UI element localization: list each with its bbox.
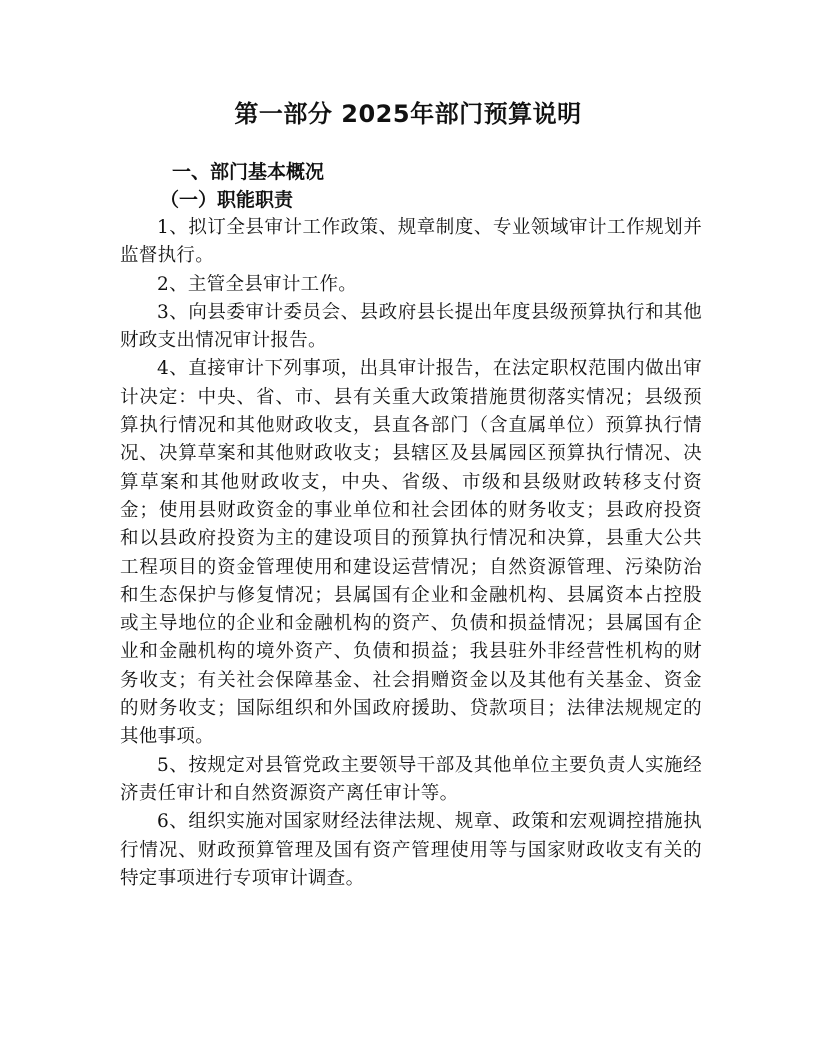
body-text — [120, 214, 702, 893]
paragraph-1: 1、拟订全县审计工作政策、规章制度、专业领域审计工作规划并监督执行。 — [120, 217, 702, 267]
subsection-heading: （一）职能职责 — [160, 189, 294, 211]
section-heading: 一、部门基本概况 — [172, 161, 325, 183]
paragraph-2: 2、主管全县审计工作。 — [157, 273, 358, 295]
paragraph-4: 4、直接审计下列事项，出具审计报告，在法定职权范围内做出审计决定：中央、省、市、县有关重大政策措施贯彻落实情况；县级预算执行情况和其他财政收支，县直各部门（含直属单位）预算执行情况、决算草案和其他财政收支；县辖区及县属园区预算执行情况、决算草案和其他财政收支，中央、省级、市级和县级财政转移支付资金；使用县财政资金的事业单位和社会团体的财务收支；县政府投资和以县政府投资为主的建设项目的预算执行情况和决算，县重大公共工程项目的资金管理使用和建设运营情况；自然资源管理、污染防治和生态保护与修复情况；县属国有企业和金融机构、县属资本占控股或主导地位的企业和金融机构的资产、负债和损益情况；县属国有企业和金融机构的境外资产、负债和损益；我县驻外非经营性机构的财务收支；有关社会保障基金、社会捐赠资金以及其他有关基金、资金的财务收支；国际组织和外国政府援助、贷款项目；法律法规规定的其他事项。 — [120, 358, 702, 748]
page-title: 第一部分 2025年部门预算说明 — [234, 100, 582, 128]
paragraph-3: 3、向县委审计委员会、县政府县长提出年度县级预算执行和其他财政支出情况审计报告。 — [120, 301, 702, 352]
paragraph-6: 6、组织实施对国家财经法律法规、规章、政策和宏观调控措施执行情况、财政预算管理及国有资产管理使用等与国家财政收支有关的特定事项进行专项审计调查。 — [120, 811, 702, 889]
paragraph-5: 5、按规定对县管党政主要领导干部及其他单位主要负责人实施经济责任审计和自然资源资产离任审计等。 — [120, 754, 702, 804]
